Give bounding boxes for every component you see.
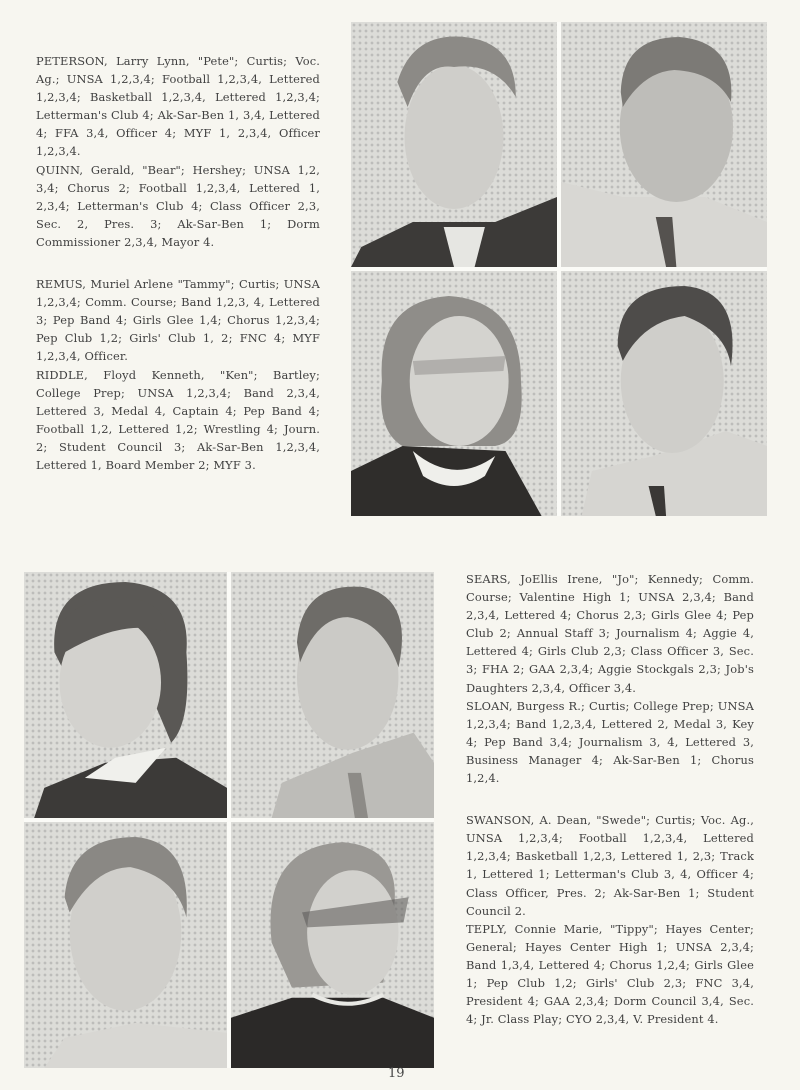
portrait-icon <box>351 22 557 267</box>
bio-entry-remus: REMUS, Muriel Arlene "Tammy"; Curtis; UNSA 1,2,3,4; Comm. Course; Band 1,2,3, 4, Lettered 3; Pep Band 4; Girls Glee 1,4; Chorus 1,2,3,4; Pep Club 1,2; Girls' Club 1, 2; FNC 4; MYF 1,2,3,4, Officer. <box>36 277 320 364</box>
bio-entry-swanson: SWANSON, A. Dean, "Swede"; Curtis; Voc. Ag., UNSA 1,2,3,4; Football 1,2,3,4, Lettered 1,2,3,4; Basketball 1,2,3, Lettered 1, 2,3; Track 1, Lettered 1; Letterman's Club 3, 4, Officer 4; Class Officer, Pres. 2; Ak-Sar-Ben 1; Student Council 2. <box>466 813 754 918</box>
portrait-sloan <box>231 572 434 818</box>
portrait-riddle <box>561 271 767 516</box>
portrait-remus <box>351 271 557 516</box>
page-number: 19 <box>388 1066 405 1081</box>
portrait-icon <box>231 572 434 818</box>
portrait-icon <box>561 271 767 516</box>
bio-entry-sears: SEARS, JoEllis Irene, "Jo"; Kennedy; Comm. Course; Valentine High 1; UNSA 2,3,4; Band 2,3,4, Lettered 4; Chorus 2,3; Girls Glee 4; Pep Club 2; Annual Staff 3; Journalism 4; Aggie 4, Lettered 4; Girls Club 2,3; Class Officer 3, Sec. 3; FHA 2; GAA 2,3,4; Aggie Stockgals 2,3; Job's Daughters 2,3,4, Officer 3,4. <box>466 572 754 695</box>
portrait-quinn <box>561 22 767 267</box>
bio-entry-riddle: RIDDLE, Floyd Kenneth, "Ken"; Bartley; College Prep; UNSA 1,2,3,4; Band 2,3,4, Lettered 3, Medal 4, Captain 4; Pep Band 4; Football 1,2, Lettered 1,2; Wrestling 4; Journ. 2; Student Council 3; Ak-Sar-Ben 1,2,3,4, Lettered 1, Board Member 2; MYF 3. <box>36 367 320 472</box>
portrait-icon <box>561 22 767 267</box>
portrait-swanson <box>24 822 227 1068</box>
bio-entry-sloan: SLOAN, Burgess R.; Curtis; College Prep; UNSA 1,2,3,4; Band 1,2,3,4, Lettered 2, Medal 3, Key 4; Pep Band 3,4; Journalism 3, 4, Lettered 3, Business Manager 4; Ak-Sar-Ben 1; Chorus 1,2,4. <box>466 698 754 786</box>
bio-entry-peterson: PETERSON, Larry Lynn, "Pete"; Curtis; Voc. Ag.; UNSA 1,2,3,4; Football 1,2,3,4, Lettered 1,2,3,4; Basketball 1,2,3,4, Lettered 1,2,3,4; Letterman's Club 4; Ak-Sar-Ben 1, 3,4, Lettered 4; FFA 3,4, Officer 4; MYF 1, 2,3,4, Officer 1,2,3,4. <box>36 54 320 159</box>
bio-column-bottom <box>466 570 754 1028</box>
portrait-icon <box>351 271 557 516</box>
portrait-teply <box>231 822 434 1068</box>
portrait-icon <box>24 572 227 818</box>
photo-grid-bottom <box>24 572 434 1068</box>
portrait-icon <box>24 822 227 1068</box>
bio-entry-quinn: QUINN, Gerald, "Bear"; Hershey; UNSA 1,2, 3,4; Chorus 2; Football 1,2,3,4, Lettered 1, 2,3,4; Letterman's Club 4; Class Officer 2,3, Sec. 2, Pres. 3; Ak-Sar-Ben 1; Dorm Commissioner 2,3,4, Mayor 4. <box>36 162 320 249</box>
portrait-peterson <box>351 22 557 267</box>
bio-column-top <box>36 52 320 474</box>
portrait-icon <box>231 822 434 1068</box>
photo-grid-top <box>351 22 767 516</box>
portrait-sears <box>24 572 227 818</box>
bio-entry-teply: TEPLY, Connie Marie, "Tippy"; Hayes Center; General; Hayes Center High 1; UNSA 2,3,4; Band 1,3,4, Lettered 4; Chorus 1,2,4; Girls Glee 1; Pep Club 1,2; Girls' Club 2,3; FNC 3,4, President 4; GAA 2,3,4; Dorm Council 3,4, Sec. 4; Jr. Class Play; CYO 2,3,4, V. President 4. <box>466 921 754 1027</box>
